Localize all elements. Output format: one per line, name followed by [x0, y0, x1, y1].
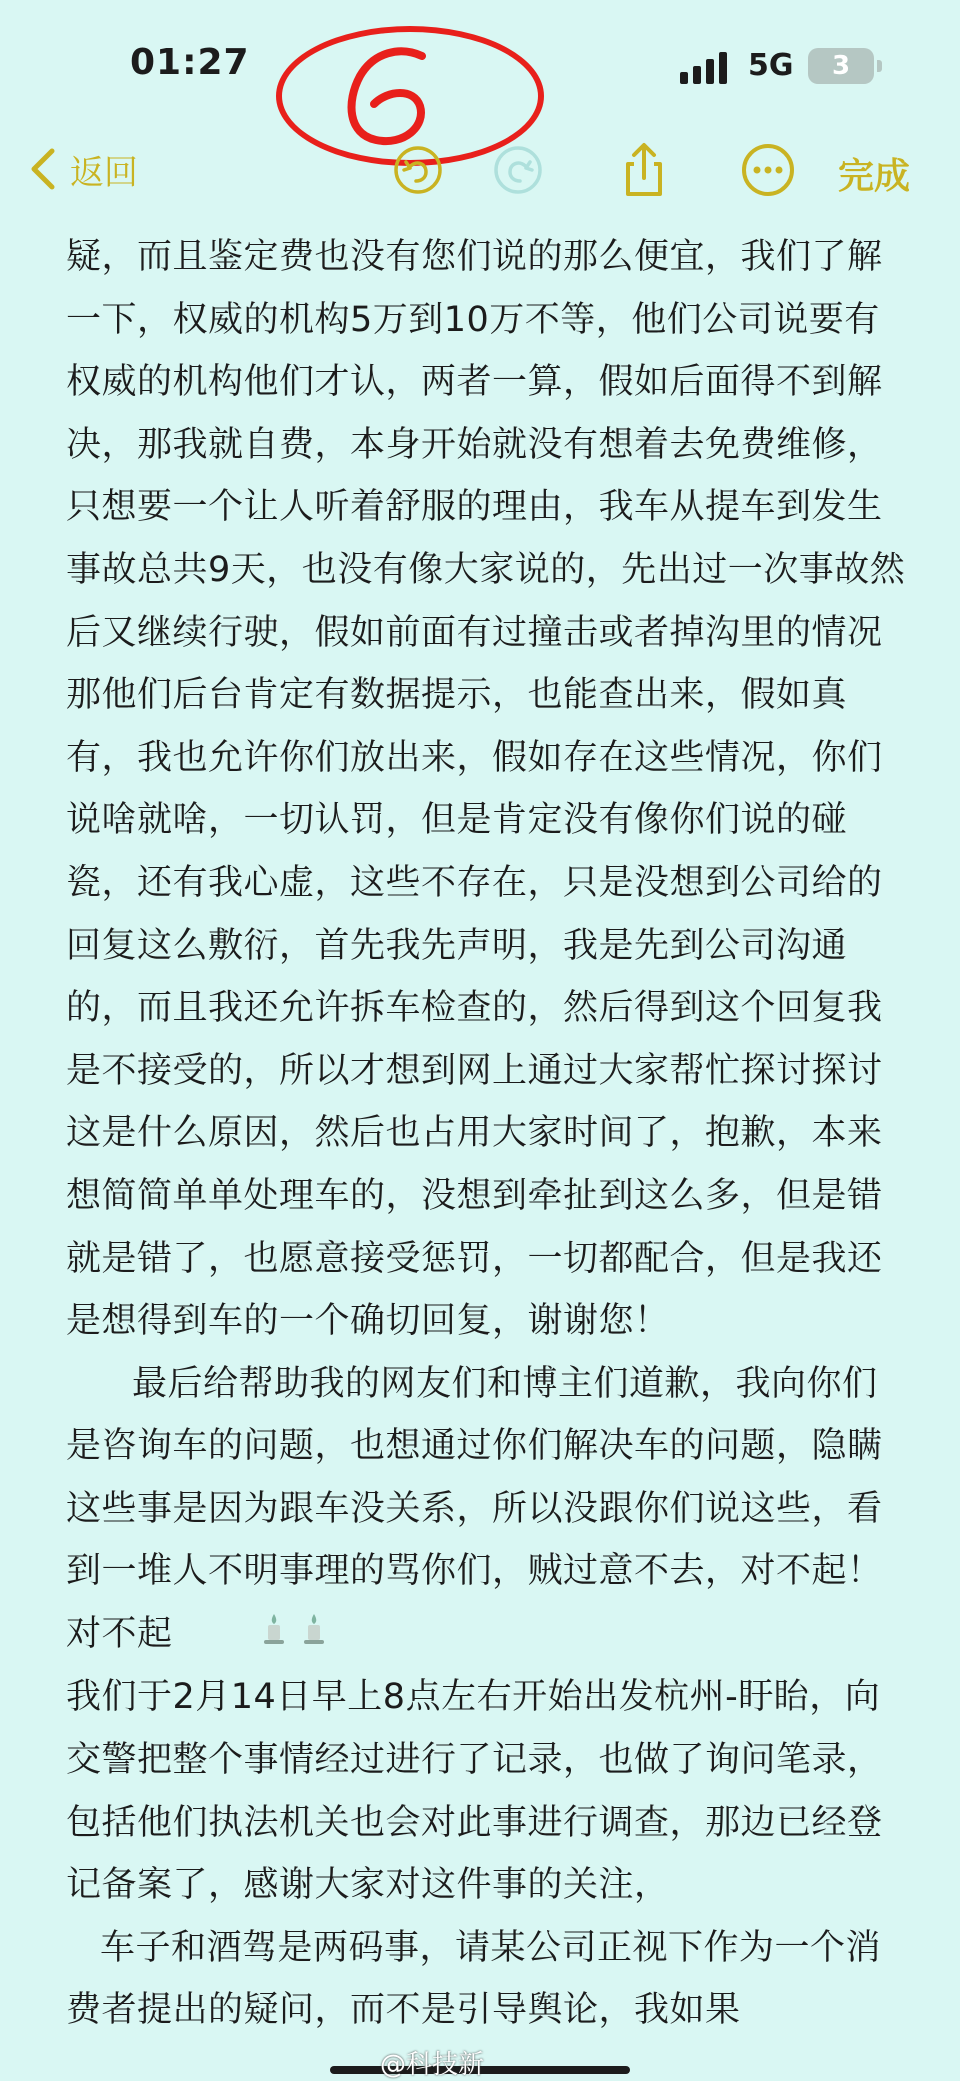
- note-body[interactable]: [66, 226, 906, 2042]
- battery-icon: [808, 48, 874, 84]
- note-paragraph: 车子和酒驾是两码事，请某公司正视下作为一个消费者提出的疑问，而不是引导舆论，我如果: [66, 1927, 882, 2031]
- cellular-signal-icon: [680, 50, 728, 84]
- network-type: 5G: [748, 48, 794, 83]
- candle-icon: [299, 1612, 329, 1646]
- more-icon[interactable]: [738, 140, 798, 200]
- redo-icon[interactable]: [488, 140, 548, 200]
- emoji-group: [183, 1604, 329, 1667]
- status-bar: [0, 0, 960, 130]
- note-paragraph: 我们于2月14日早上8点左右开始出发杭州-盱眙，向交警把整个事情经过进行了记录，也做了询问笔录，包括他们执法机关也会对此事进行调查，那边已经登记备案了，感谢大家对这件事的关注，: [66, 1677, 883, 1906]
- chevron-left-icon: [28, 147, 58, 191]
- status-time: 01:27: [130, 42, 250, 83]
- note-paragraph: 疑，而且鉴定费也没有您们说的那么便宜，我们了解一下，权威的机构5万到10万不等，他们公司说要有权威的机构他们才认，两者一算，假如后面得不到解决，那我就自费，本身开始就没有想着去免费维修，只想要一个让人听着舒服的理由，我车从提车到发生事故总共9天，也没有像大家说的，先出过一次事故然后又继续行驶，假如前面有过撞击或者掉沟里的情况那他们后台肯定有数据提示，也能查出来，假如真有，我也允许你们放出来，假如存在这些情况，你们说啥就啥，一切认罚，但是肯定没有像你们说的碰瓷，还有我心虚，这些不存在，只是没想到公司给的回复这么敷衍，首先我先声明，我是先到公司沟通的，而且我还允许拆车检查的，然后得到这个回复我是不接受的，所以才想到网上通过大家帮忙探讨探讨这是什么原因，然后也占用大家时间了，抱歉，本来想简简单单处理车的，没想到牵扯到这么多，但是错就是错了，也愿意接受惩罚，一切都配合，但是我还是想得到车的一个确切回复，谢谢您！: [66, 237, 906, 1342]
- done-button[interactable]: 完成: [838, 156, 911, 197]
- note-paragraph: [66, 1353, 906, 1667]
- back-button[interactable]: [28, 144, 138, 194]
- watermark-text: @科技新: [380, 2050, 485, 2080]
- share-icon[interactable]: [614, 140, 674, 200]
- back-label: 返回: [70, 152, 138, 193]
- battery-level: 3: [831, 51, 851, 81]
- note-paragraph-text: 最后给帮助我的网友们和博主们道歉，我向你们是咨询车的问题，也想通过你们解决车的问题，隐瞒这些事是因为跟车没关系，所以没跟你们说这些，看到一堆人不明事理的骂你们，贼过意不去，对不起！对不起: [66, 1363, 883, 1655]
- candle-icon: [259, 1612, 289, 1646]
- notes-toolbar: [0, 130, 960, 210]
- undo-icon[interactable]: [388, 140, 448, 200]
- battery-tip: [877, 60, 882, 72]
